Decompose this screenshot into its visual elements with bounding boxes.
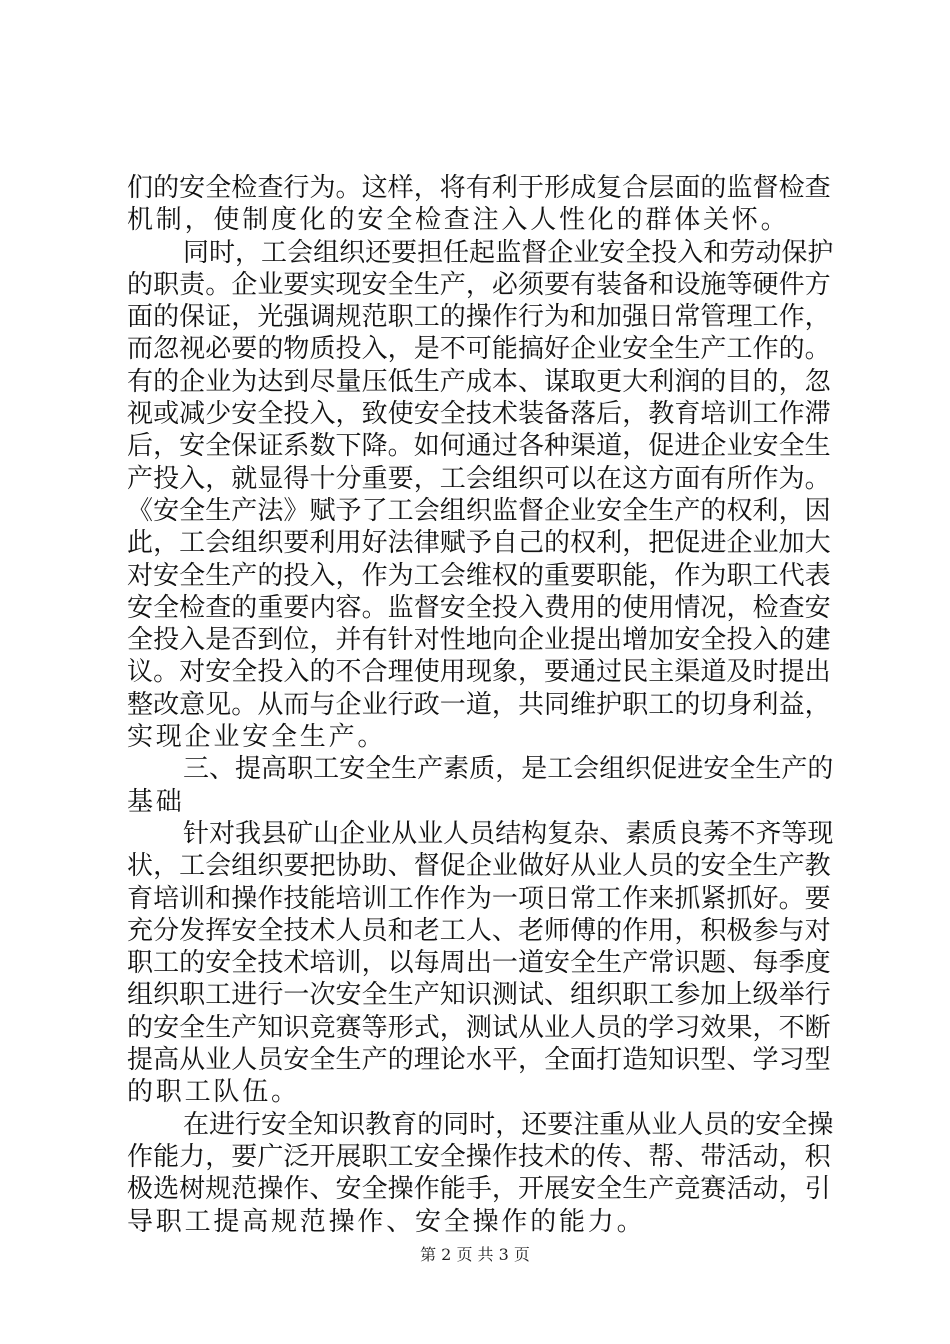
- text-line: 《 安 全 生 产 法 》 赋 予 了 工 会 组 织 监 督 企 业 安 全 生 产 的 权 利 ， 因: [127, 495, 831, 526]
- text-line: 职 工 的 安 全 技 术 培 训 ， 以 每 周 出 一 道 安 全 生 产 常 识 题 、 每 季 度: [127, 948, 831, 979]
- text-line: 三 、 提 高 职 工 安 全 生 产 素 质 ， 是 工 会 组 织 促 进 安 全 生 产 的: [183, 754, 834, 785]
- page-footer: 第 2 页 共 3 页: [420, 1245, 530, 1264]
- text-line: 针 对 我 县 矿 山 企 业 从 业 人 员 结 构 复 杂 、 素 质 良 莠 不 齐 等 现: [183, 818, 834, 849]
- text-line: 的 安 全 生 产 知 识 竞 赛 等 形 式 ， 测 试 从 业 人 员 的 学 习 效 果 ， 不 断: [127, 1012, 831, 1043]
- text-line: 安 全 检 查 的 重 要 内 容 。 监 督 安 全 投 入 费 用 的 使 用 情 况 ， 检 查 安: [127, 592, 831, 623]
- text-line: 们 的 安 全 检 查 行 为 。 这 样 ， 将 有 利 于 形 成 复 合 层 面 的 监 督 检 查: [127, 173, 831, 203]
- text-line: 实现企业安全生产。: [127, 722, 387, 753]
- text-line: 的职工队伍。: [127, 1077, 300, 1108]
- text-line: 面 的 保 证 ， 光 强 调 规 范 职 工 的 操 作 行 为 和 加 强 日 常 管 理 工 作 ，: [127, 302, 831, 333]
- text-line: 整 改 意 见 。 从 而 与 企 业 行 政 一 道 ， 共 同 维 护 职 工 的 切 身 利 益 ，: [127, 689, 831, 720]
- text-line: 导职工提高规范操作、安全操作的能力。: [127, 1206, 646, 1237]
- text-line: 极 选 树 规 范 操 作 、 安 全 操 作 能 手 ， 开 展 安 全 生 产 竞 赛 活 动 ， 引: [127, 1174, 831, 1205]
- text-line: 机制，使制度化的安全检查注入人性化的群体关怀。: [127, 205, 790, 236]
- text-line: 在 进 行 安 全 知 识 教 育 的 同 时 ， 还 要 注 重 从 业 人 员 的 安 全 操: [183, 1109, 834, 1140]
- text-line: 议 。 对 安 全 投 入 的 不 合 理 使 用 现 象 ， 要 通 过 民 主 渠 道 及 时 提 出: [127, 657, 831, 688]
- text-line: 充 分 发 挥 安 全 技 术 人 员 和 老 工 人 、 老 师 傅 的 作 用 ， 积 极 参 与 对: [127, 915, 831, 946]
- text-line: 对 安 全 生 产 的 投 入 ， 作 为 工 会 维 权 的 重 要 职 能 ， 作 为 职 工 代 表: [127, 560, 831, 591]
- text-line: 产 投 入 ， 就 显 得 十 分 重 要 ， 工 会 组 织 可 以 在 这 方 面 有 所 作 为 。: [127, 463, 831, 494]
- text-line: 后 ， 安 全 保 证 系 数 下 降 。 如 何 通 过 各 种 渠 道 ， 促 进 企 业 安 全 生: [127, 431, 831, 462]
- text-line: 全 投 入 是 否 到 位 ， 并 有 针 对 性 地 向 企 业 提 出 增 加 安 全 投 入 的 建: [127, 625, 831, 656]
- text-line: 视 或 减 少 安 全 投 入 ， 致 使 安 全 技 术 装 备 落 后 ， 教 育 培 训 工 作 滞: [127, 399, 831, 430]
- text-line: 作 能 力 ， 要 广 泛 开 展 职 工 安 全 操 作 技 术 的 传 、 帮 、 带 活 动 ， 积: [127, 1141, 831, 1172]
- text-line: 组 织 职 工 进 行 一 次 安 全 生 产 知 识 测 试 、 组 织 职 工 参 加 上 级 举 行: [127, 980, 831, 1011]
- text-line: 有 的 企 业 为 达 到 尽 量 压 低 生 产 成 本 、 谋 取 更 大 利 润 的 目 的 ， 忽: [127, 366, 831, 397]
- text-line: 基础: [127, 786, 185, 817]
- document-body: [127, 172, 834, 1238]
- text-line: 而 忽 视 必 要 的 物 质 投 入 ， 是 不 可 能 搞 好 企 业 安 全 生 产 工 作 的 。: [127, 334, 831, 365]
- text-line: 育 培 训 和 操 作 技 能 培 训 工 作 作 为 一 项 日 常 工 作 来 抓 紧 抓 好 。 要: [127, 883, 831, 914]
- text-line: 提 高 从 业 人 员 安 全 生 产 的 理 论 水 平 ， 全 面 打 造 知 识 型 、 学 习 型: [127, 1045, 831, 1076]
- text-line: 的 职 责 。 企 业 要 实 现 安 全 生 产 ， 必 须 要 有 装 备 和 设 施 等 硬 件 方: [127, 269, 831, 300]
- text-line: 此 ， 工 会 组 织 要 利 用 好 法 律 赋 予 自 己 的 权 利 ， 把 促 进 企 业 加 大: [127, 528, 831, 559]
- text-line: 同 时 ， 工 会 组 织 还 要 担 任 起 监 督 企 业 安 全 投 入 和 劳 动 保 护: [183, 237, 834, 268]
- text-line: 状 ， 工 会 组 织 要 把 协 助 、 督 促 企 业 做 好 从 业 人 员 的 安 全 生 产 教: [127, 851, 831, 882]
